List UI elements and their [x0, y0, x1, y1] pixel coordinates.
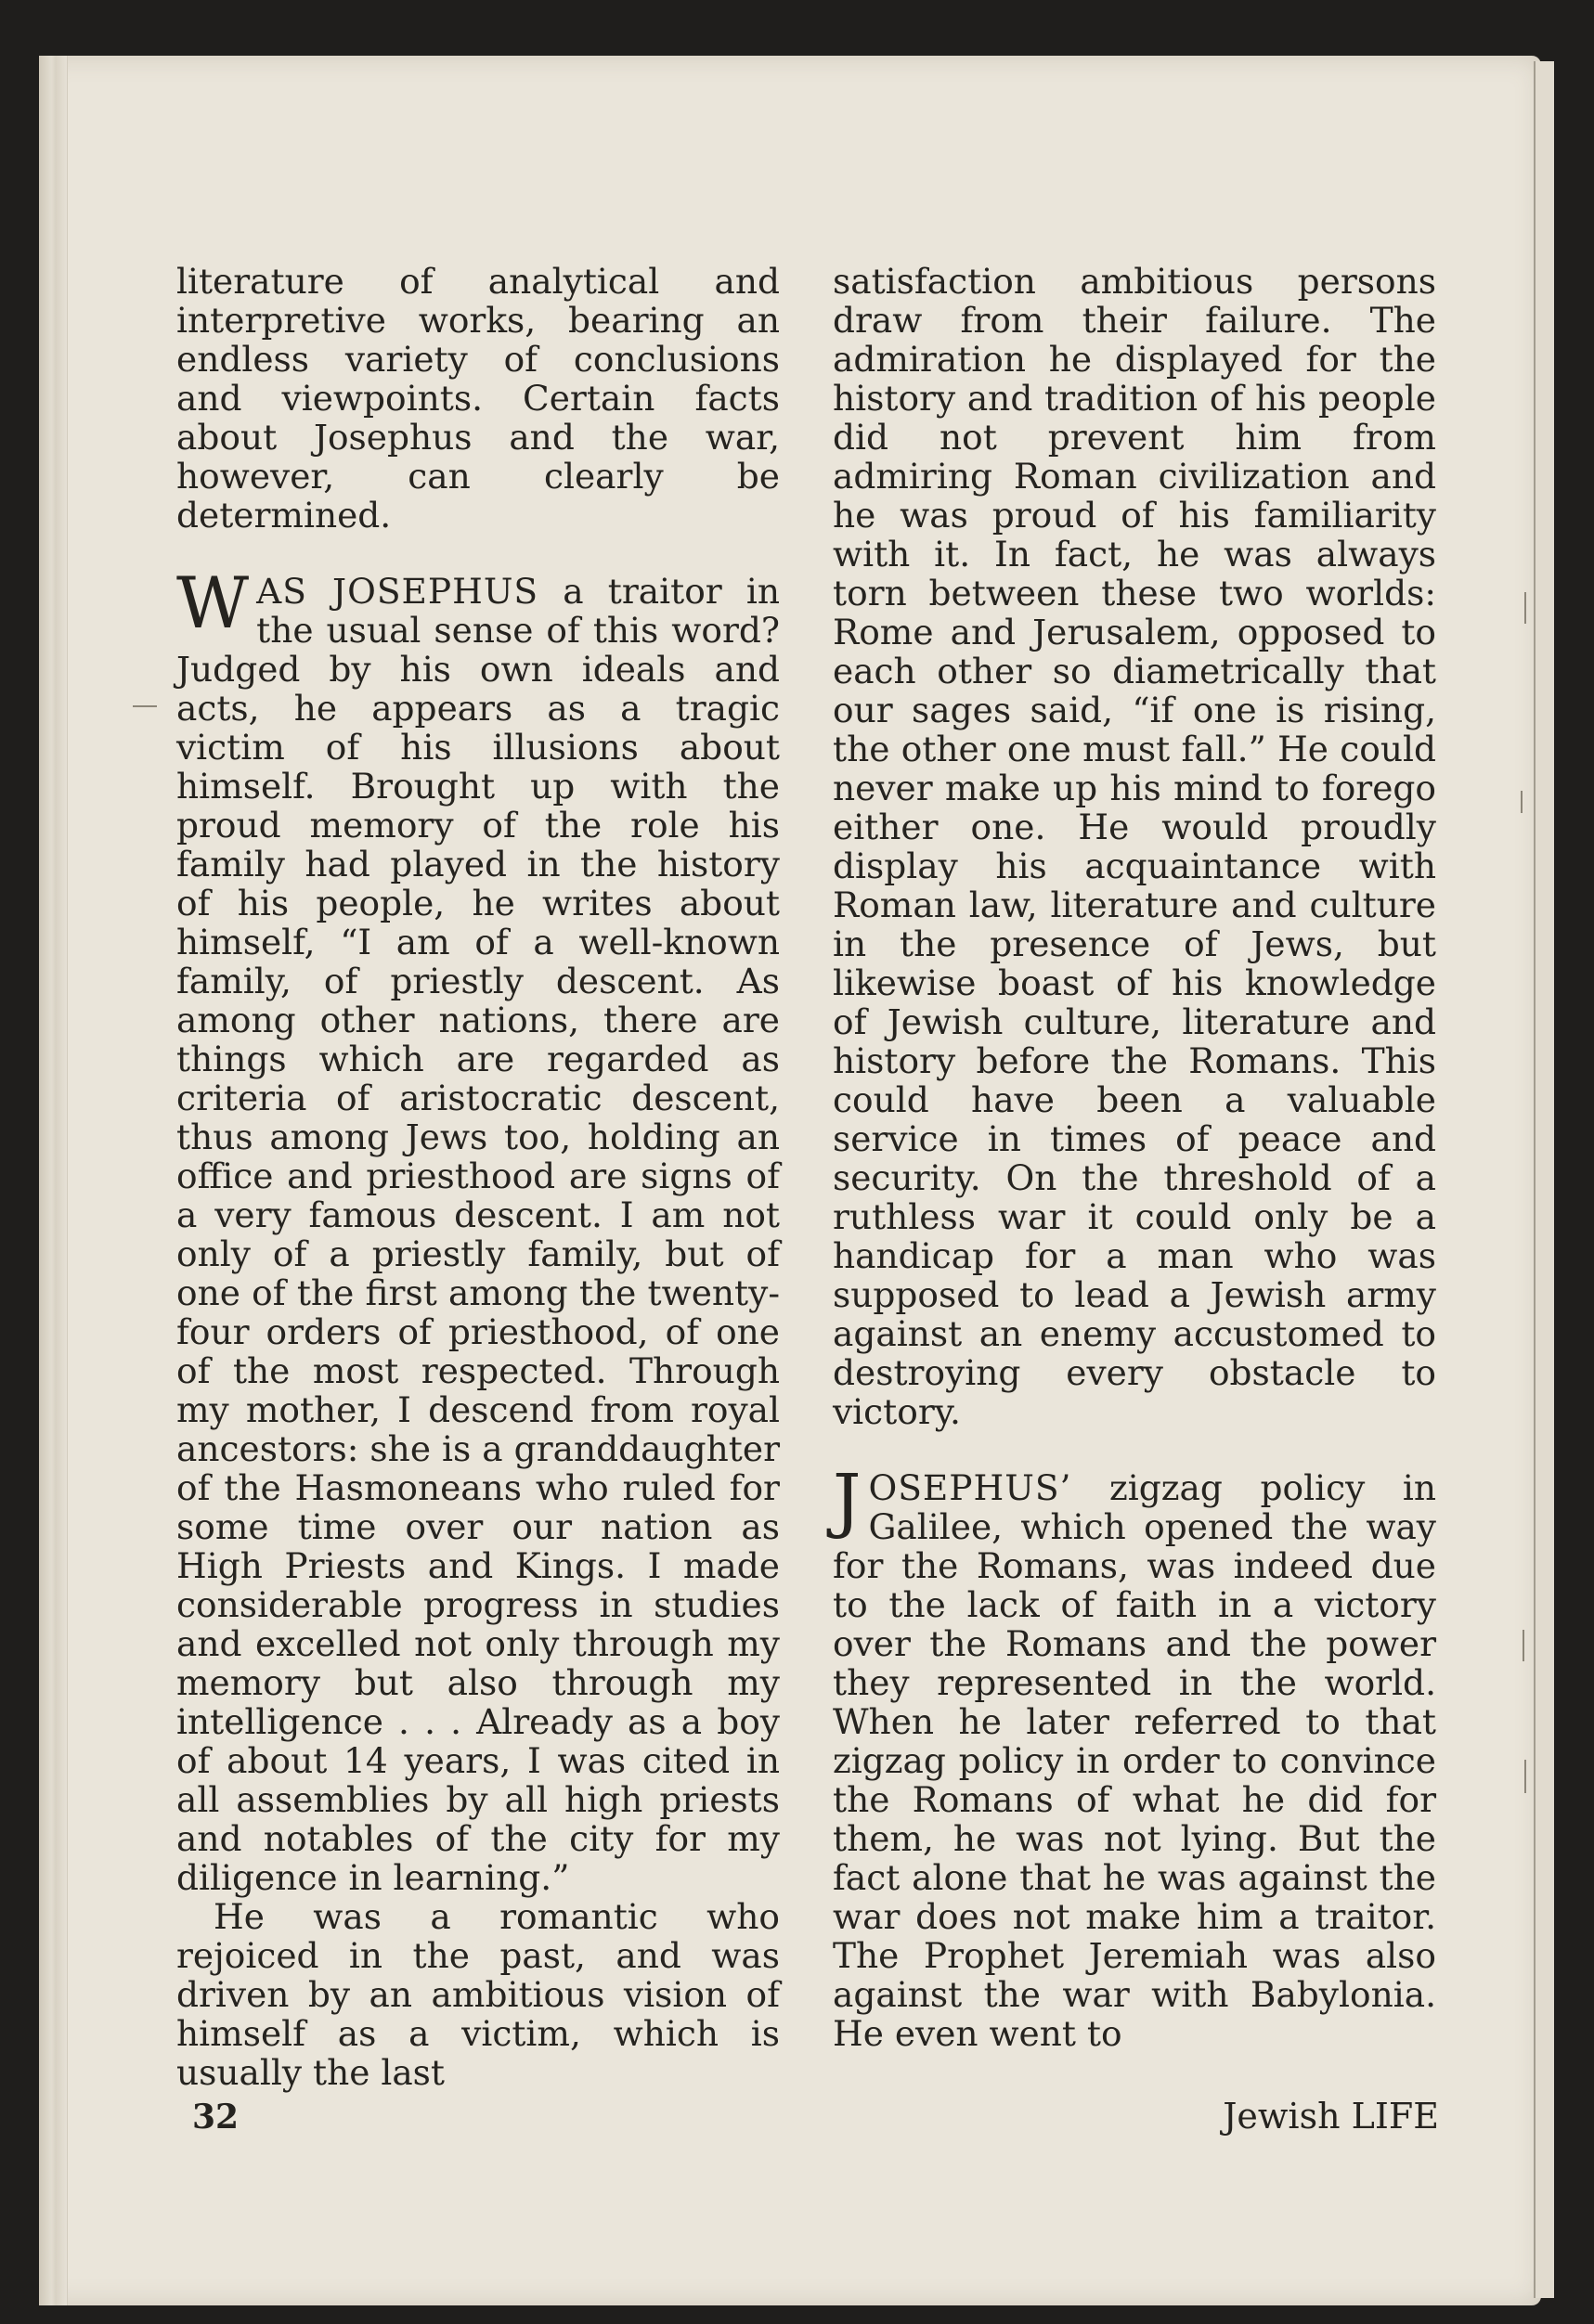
right-column	[833, 262, 1436, 2053]
publication-title: Jewish LIFE	[1223, 2096, 1439, 2137]
margin-mark	[1521, 791, 1523, 813]
paragraph: satisfaction ambitious persons draw from their failure. The admiration he displayed for the history and tradition of his people did not prevent him from admiring Roman civilization and he was proud of his familiarity with it. In fact, he was always torn between these two worlds: Rome and Jerusalem, opposed to each other so diametrically that our sages said, “if one is rising, the other one must fall.” He could never make up his mind to forego either one. He would proudly display his acquaintance with Roman law, literature and culture in the presence of Jews, but likewise boast of his knowledge of Jewish culture, literature and history before the Romans. This could have been a valuable service in times of peace and security. On the threshold of a ruthless war it could only be a handicap for a man who was supposed to lead a Jewish army against an enemy accustomed to destroying every obstacle to victory.	[833, 261, 1436, 1432]
margin-mark	[1524, 592, 1526, 624]
section-paragraph	[833, 1458, 1436, 2054]
section-lead-in: OSEPHUS’	[868, 1467, 1072, 1508]
page-number: 32	[192, 2098, 240, 2137]
left-column	[176, 262, 780, 2092]
margin-mark	[133, 705, 157, 707]
drop-cap: W	[176, 562, 250, 644]
margin-mark	[1524, 1760, 1526, 1793]
section-lead-in: AS JOSEPHUS	[256, 571, 539, 612]
margin-mark	[1523, 1630, 1524, 1661]
paragraph: literature of analytical and interpretive works, bearing an endless variety of conclusions and viewpoints. Certain facts about Josephus and the war, however, can clearly be determined.	[176, 261, 780, 536]
drop-cap: J	[833, 1458, 862, 1541]
section-text: zigzag policy in Galilee, which opened the way for the Romans, was indeed due to the lack of faith in a victory over the Romans and the power they represented in the world. When he later referred to that zigzag policy in order to convince the Romans of what he did for them, he was not lying. But the fact alone that he was against the war does not make him a traitor. The Prophet Jeremiah was also against the war with Babylonia. He even went to	[833, 1467, 1436, 2054]
page-binding	[39, 56, 68, 2305]
magazine-page	[39, 56, 1541, 2305]
section-paragraph	[176, 562, 780, 1898]
next-page-edge	[1534, 61, 1554, 2298]
section-text: a traitor in the usual sense of this word? Judged by his own ideals and acts, he appears as a tragic victim of his illusions about himself. Brought up with the proud memory of the role his family had played in the history of his people, he writes about himself, “I am of a well-known family, of priestly descent. As among other nations, there are things which are regarded as criteria of aristocratic descent, thus among Jews too, holding an office and priesthood are signs of a very famous descent. I am not only of a priestly family, but of one of the first among the twenty-four orders of priesthood, of one of the most respected. Through my mother, I descend from royal ancestors: she is a granddaughter of the Hasmoneans who ruled for some time over our nation as High Priests and Kings. I made considerable progress in studies and excelled not only through my memory but also through my intelligence . . . Already as a boy of about 14 years, I was cited in all assemblies by all high priests and notables of the city for my diligence in learning.”	[176, 571, 780, 1898]
paragraph: He was a romantic who rejoiced in the past, and was driven by an ambitious vision of himself as a victim, which is usually the last	[176, 1896, 780, 2093]
